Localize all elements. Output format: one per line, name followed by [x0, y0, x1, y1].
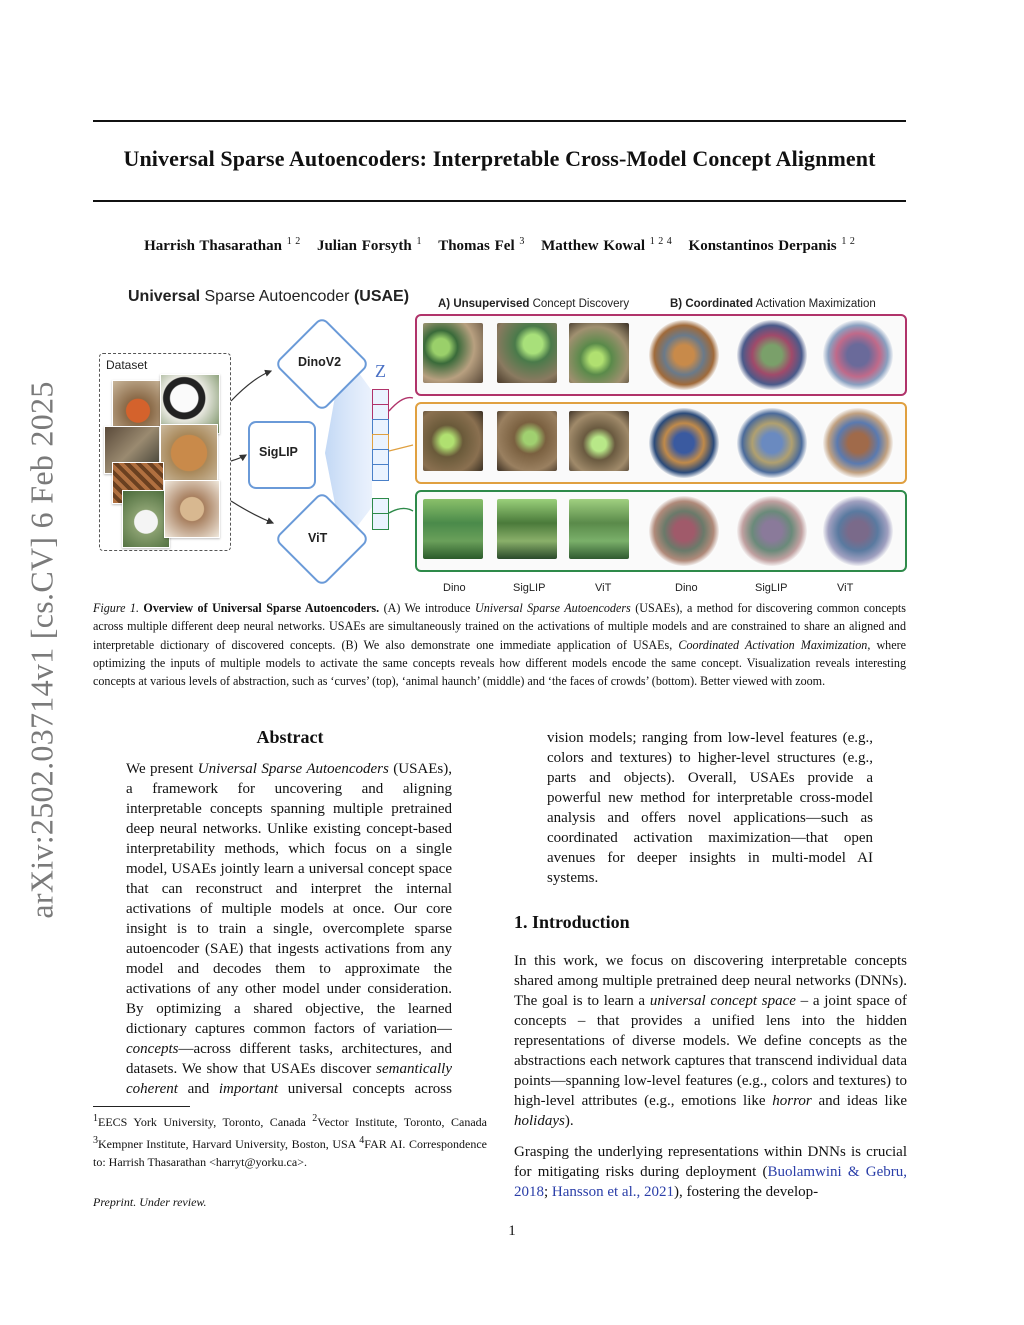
- citation-link[interactable]: Hansson et al., 2021: [551, 1184, 674, 1200]
- figure-1: [93, 283, 906, 597]
- author: Konstantinos Derpanis $^{1 2}$: [688, 236, 855, 254]
- vit-activation-viz: [823, 320, 893, 390]
- author: Thomas Fel $^3$: [438, 236, 525, 254]
- author: Harrish Thasarathan $^{1 2}$: [144, 236, 301, 254]
- title-top-rule: [93, 120, 906, 122]
- siglip-label: SigLIP: [259, 445, 298, 459]
- arrow-vit: [231, 501, 273, 523]
- dino-heatmap: [423, 499, 483, 559]
- author-list: [93, 236, 906, 255]
- panel-a-heading: A) Unsupervised Concept Discovery: [438, 298, 630, 310]
- col-label-vit: ViT: [595, 582, 612, 594]
- col-label-vit: ViT: [837, 582, 854, 594]
- vit-label: ViT: [308, 531, 328, 545]
- footnote-rule: [93, 1106, 190, 1107]
- z-cell: [372, 464, 389, 481]
- title-bottom-rule: [93, 200, 906, 202]
- arxiv-stamp: arXiv:2502.03714v1 [cs.CV] 6 Feb 2025: [23, 381, 60, 919]
- vit-heatmap: [569, 323, 629, 383]
- col-label-dino: Dino: [675, 582, 698, 594]
- abstract-text-right: vision models; ranging from low-level features (e.g., colors and textures) to higher-level structures (e.g., parts and objects). Overall, USAEs provide a powerful new method for interpretable cross-model analysis and offers novel applications—such as coordinated activation maximization—that open avenues for deeper insights in multi-model AI systems.: [547, 730, 873, 886]
- concept-row-faces-of-crowds: [415, 490, 907, 572]
- dino-activation-viz: [649, 496, 719, 566]
- citation-link[interactable]: Buolamwini & Gebru, 2018: [514, 1164, 907, 1200]
- vit-heatmap: [569, 411, 629, 471]
- siglip-heatmap: [497, 411, 557, 471]
- siglip-heatmap: [497, 323, 557, 383]
- affiliations-footnote: $^1$EECS York University, Toronto, Canada $^2$Vector Institute, Toronto, Canada $^3$Kempner Institute, Harvard University, Boston, USA $^4$FAR AI. Correspondence to: Harrish Thasarathan <harryt@yorku.ca>.: [93, 1113, 488, 1169]
- paper-title: Universal Sparse Autoencoders: Interpretable Cross-Model Concept Alignment: [123, 146, 876, 171]
- vit-heatmap: [569, 499, 629, 559]
- introduction-paragraph-2: Grasping the underlying representations within DNNs is crucial for mitigating risks during deployment (Buolamwini & Gebru, 2018; Hansson et al., 2021), fostering the develop-: [514, 1144, 907, 1200]
- page-number: 1: [508, 1223, 516, 1239]
- concept-row-curves: [415, 314, 907, 396]
- concept-row-animal-haunch: [415, 402, 907, 484]
- arrow-row2: [389, 445, 413, 451]
- arrow-row3: [389, 508, 413, 513]
- col-label-siglip: SigLIP: [755, 582, 788, 594]
- dino-activation-viz: [649, 320, 719, 390]
- col-label-dino: Dino: [443, 582, 466, 594]
- figure-title: Universal Sparse Autoencoder (USAE): [128, 288, 410, 305]
- dino-heatmap: [423, 411, 483, 471]
- author: Julian Forsyth $^1$: [316, 236, 422, 254]
- abstract-text-left: We present Universal Sparse Autoencoders (USAEs), a framework for uncovering and aligning interpretable concepts spanning multiple pretrained deep neural networks. Unlike existing concept-based interpretability methods, which focus on a single model, USAEs jointly learn a universal concept space that can reconstruct and interpret the internal activations of multiple models at once. Our core insight is to train a single, overcomplete sparse autoencoder (SAE) that ingests activations from any model and decodes them to approximate the activations of any other model under consideration. By optimizing a shared objective, the learned dictionary captures common factors of variation—concepts—across different tasks, architectures, and datasets. We show that USAEs discover semantically coherent and important universal concepts across: [126, 761, 452, 1097]
- introduction-heading: 1. Introduction: [514, 912, 630, 932]
- siglip-heatmap: [497, 499, 557, 559]
- introduction-paragraph-1: In this work, we focus on discovering interpretable concepts shared among multiple pretrained deep neural networks (DNNs). The goal is to learn a universal concept space – a joint space of concepts – that provides a unified lens into the hidden representations of diverse models. We define concepts as the abstractions each network captures that transcend individual data points—spanning low-level features (e.g., colors and textures) to high-level attributes (e.g., emotions like horror and ideas like holidays).: [514, 953, 907, 1129]
- abstract-heading: Abstract: [256, 727, 324, 747]
- vit-activation-viz: [823, 496, 893, 566]
- siglip-activation-viz: [737, 496, 807, 566]
- siglip-activation-viz: [737, 408, 807, 478]
- siglip-activation-viz: [737, 320, 807, 390]
- dataset-label: Dataset: [106, 358, 148, 372]
- dinov2-label: DinoV2: [298, 355, 342, 369]
- arrow-siglip: [231, 455, 246, 461]
- panel-b-heading: B) Coordinated Activation Maximization: [670, 298, 876, 310]
- dino-activation-viz: [649, 408, 719, 478]
- arrow-dino: [231, 371, 271, 401]
- figure-caption: Figure 1. Overview of Universal Sparse Autoencoders. (A) We introduce Universal Sparse Autoencoders (USAEs), a method for discovering common concepts across multiple different deep neural networks. USAEs are simultaneously trained on the activations of multiple models and are constrained to share an aligned and interpretable dictionary of discovered concepts. (B) We also demonstrate one immediate application of USAEs, Coordinated Activation Maximization, where optimizing the inputs of multiple models to activate the same concepts reveals how different models encode the same concept. Visualization reveals interesting concepts at various levels of abstraction, such as ‘curves’ (top), ‘animal haunch’ (middle) and ‘the faces of crowds’ (bottom). Better viewed with zoom.: [93, 601, 906, 689]
- arrow-row1: [389, 398, 413, 411]
- dino-heatmap: [423, 323, 483, 383]
- vit-activation-viz: [823, 408, 893, 478]
- preprint-notice: Preprint. Under review.: [93, 1195, 207, 1209]
- z-label: Z: [375, 361, 386, 381]
- z-cell: [372, 513, 389, 530]
- author: Matthew Kowal $^{1 2 4}$: [541, 236, 672, 254]
- col-label-siglip: SigLIP: [513, 582, 546, 594]
